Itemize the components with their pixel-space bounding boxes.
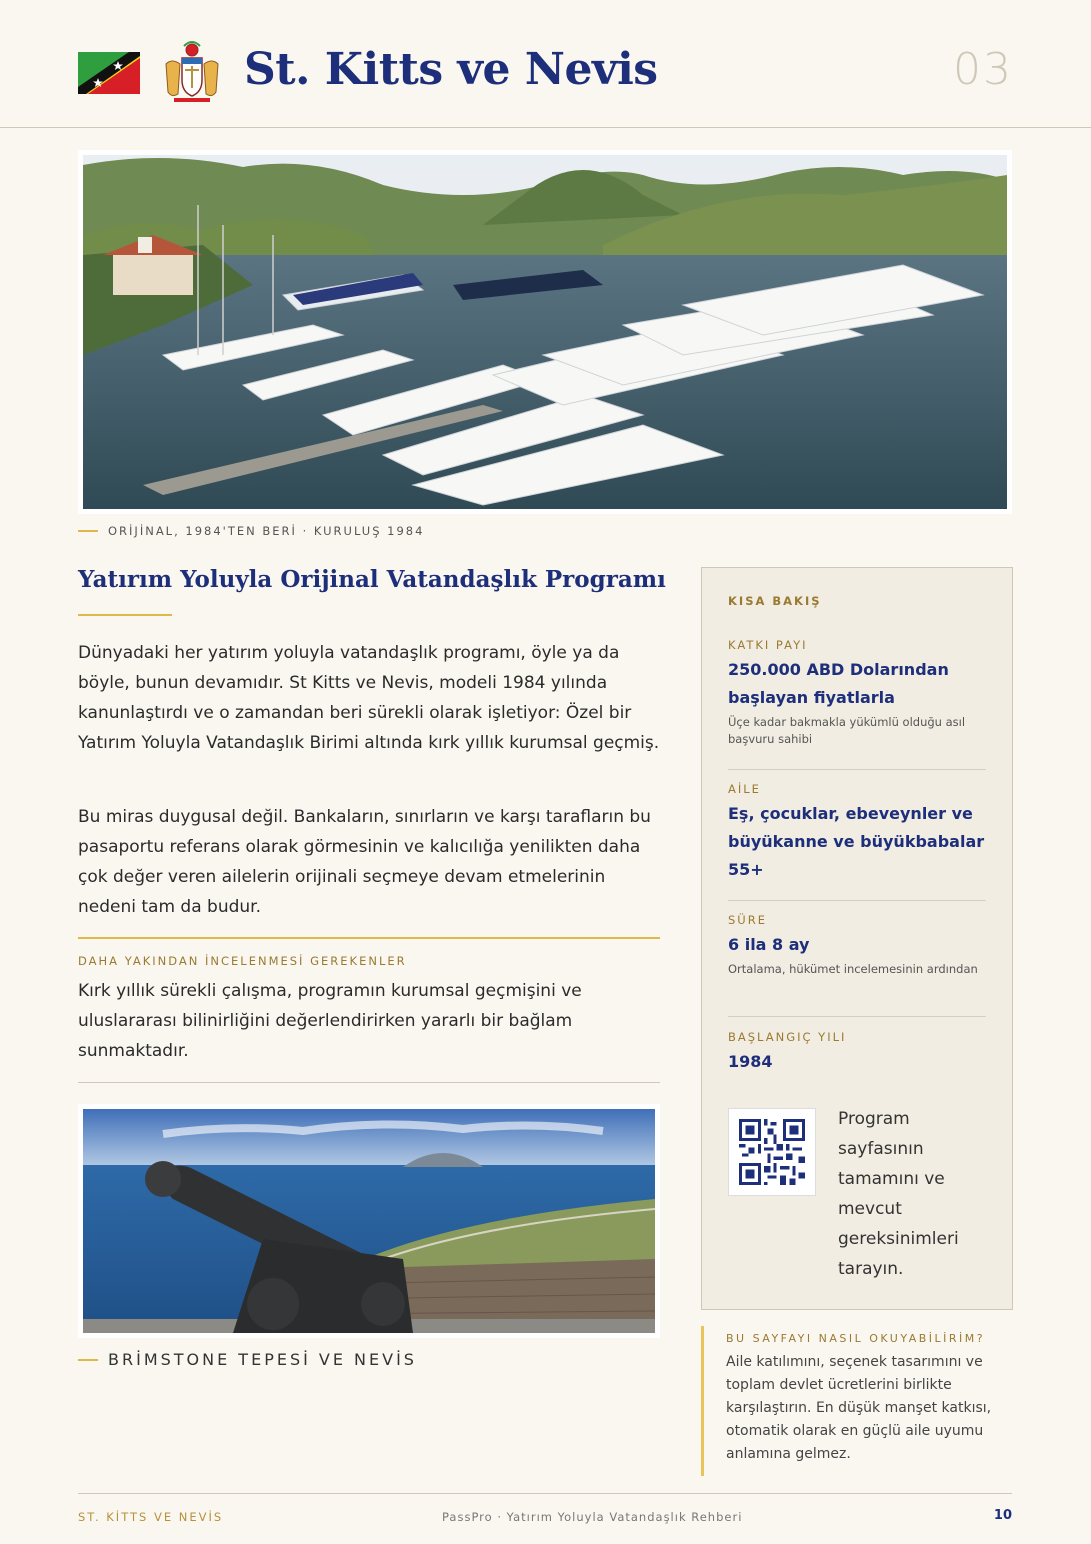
brimstone-hill-cannon-photo (83, 1109, 655, 1333)
footer-divider (78, 1493, 1012, 1494)
sidebar-item-note: Üçe kadar bakmakla yükümlü olduğu asıl başvuru sahibi (728, 715, 966, 746)
summary-sidebar (701, 567, 1013, 1310)
reading-note-text: Aile katılımını, seçenek tasarımını ve toplam devlet ücretlerini birlikte karşılaştırın. En düşük manşet katkısı, otomatik olarak en güçlü aile uyumu anlamına gelmez. (726, 1354, 992, 1462)
sidebar-item-start-year (728, 1030, 986, 1076)
section-heading: Yatırım Yoluyla Orijinal Vatandaşlık Programı (78, 566, 666, 593)
sidebar-item-value: 1984 (728, 1052, 773, 1071)
sidebar-divider (728, 769, 986, 770)
qr-code-icon (739, 1119, 805, 1185)
reading-note (701, 1326, 1013, 1476)
paragraph-1: Dünyadaki her yatırım yoluyla vatandaşlık programı, öyle ya da böyle, bunun devamıdır. St Kitts ve Nevis, modeli 1984 yılında kanunlaştırdı ve o zamandan beri sürekli olarak işletiyor: Özel bir Yatırım Yoluyla Vatandaşlık Birimi altında kırk yıllık kurumsal geçmiş. (78, 643, 660, 753)
column-divider (78, 1082, 660, 1083)
qr-code[interactable] (728, 1108, 816, 1196)
sidebar-item-family (728, 782, 986, 884)
hero-caption (78, 524, 424, 538)
callout-label: DAHA YAKINDAN İNCELENMESİ GEREKENLER (78, 954, 407, 968)
callout-divider (78, 937, 660, 939)
sidebar-item-label: KATKI PAYI (728, 638, 808, 652)
marina-superyachts-photo (83, 155, 1007, 509)
secondary-caption-text: BRİMSTONE TEPESİ VE NEVİS (108, 1350, 417, 1369)
sidebar-divider (728, 900, 986, 901)
sidebar-item-value: 6 ila 8 ay (728, 935, 810, 954)
coat-of-arms-icon (160, 40, 224, 106)
reading-note-label: BU SAYFAYI NASIL OKUYABİLİRİM? (726, 1332, 986, 1345)
footer-page-number: 10 (993, 1508, 1012, 1523)
section-number: 03 (953, 44, 1013, 95)
page-header (0, 0, 1091, 128)
page-title: St. Kitts ve Nevis (244, 44, 658, 95)
sidebar-heading: KISA BAKIŞ (728, 594, 822, 608)
secondary-caption (78, 1350, 417, 1369)
hero-caption-text: ORİJİNAL, 1984'TEN BERİ · KURULUŞ 1984 (108, 524, 425, 538)
secondary-image (78, 1104, 660, 1338)
footer-country: ST. KİTTS VE NEVİS (78, 1510, 224, 1524)
callout-text: Kırk yıllık sürekli çalışma, programın kurumsal geçmişini ve uluslararası bilinirliğini değerlendirirken yararlı bir bağlam sunmaktadır. (78, 981, 582, 1061)
hero-image (78, 150, 1012, 514)
sidebar-item-note: Ortalama, hükümet incelemesinin ardından (728, 962, 978, 976)
qr-description: Program sayfasının tamamını ve mevcut gereksinimleri tarayın. (838, 1109, 959, 1279)
st-kitts-nevis-flag-icon (78, 52, 140, 94)
caption-dash (78, 1359, 98, 1361)
paragraph-2: Bu miras duygusal değil. Bankaların, sınırların ve karşı tarafların bu pasaportu referans olarak görmesinin ve kalıcılığa yenilikten daha çok değer veren ailelerin orijinali seçmeye devam etmelerinin nedeni tam da budur. (78, 807, 651, 917)
sidebar-item-value: Eş, çocuklar, ebeveynler ve büyükanne ve büyükbabalar 55+ (728, 804, 985, 879)
sidebar-divider (728, 1016, 986, 1017)
heading-underline (78, 614, 172, 616)
sidebar-item-value: 250.000 ABD Dolarından başlayan fiyatlarla (728, 660, 949, 707)
footer-publication: PassPro · Yatırım Yoluyla Vatandaşlık Rehberi (442, 1510, 743, 1524)
sidebar-item-label: AİLE (728, 782, 761, 796)
sidebar-item-contribution (728, 638, 986, 748)
sidebar-item-label: BAŞLANGIÇ YILI (728, 1030, 847, 1044)
sidebar-item-duration (728, 913, 986, 978)
caption-dash (78, 530, 98, 532)
sidebar-item-label: SÜRE (728, 913, 767, 927)
